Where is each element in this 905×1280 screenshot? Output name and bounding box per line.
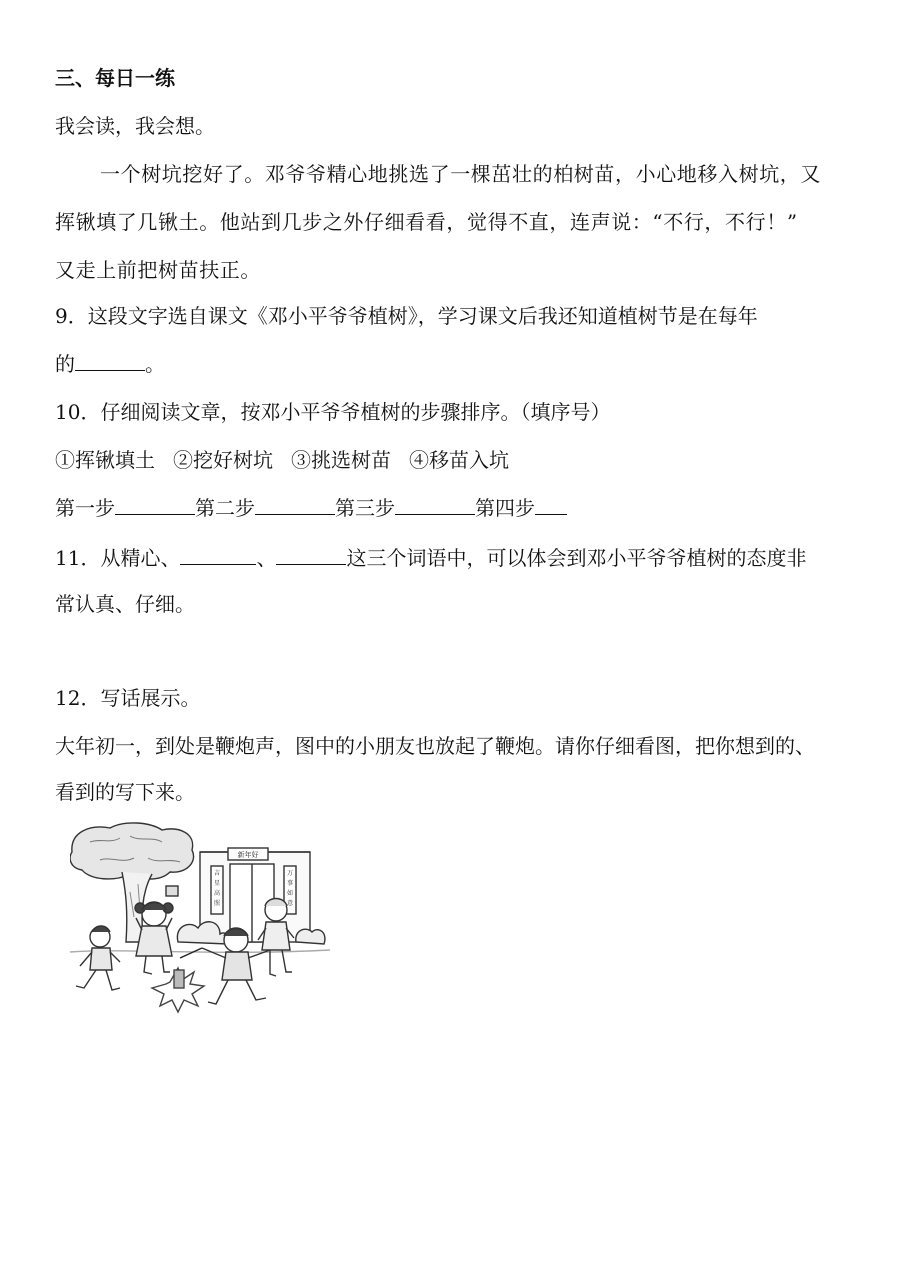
step-4-blank[interactable] [535,496,567,515]
question-11-blank-2[interactable] [276,546,346,565]
left-couplet-char-2: 星 [213,880,221,887]
question-9-blank[interactable] [75,352,145,371]
left-couplet-char-3: 高 [213,890,221,897]
question-9-line-1: 9．这段文字选自课文《邓小平爷爷植树》，学习课文后我还知道植树节是在每年 [55,304,758,328]
step-arrow [435,501,475,515]
banner-text: 新年好 [237,851,259,859]
question-10-steps [55,494,567,522]
passage-line-2: 挥锹填了几锹土。他站到几步之外仔细看看，觉得不直，连声说：“不行，不行！” [55,210,798,234]
step-1-blank[interactable] [115,496,155,515]
step-2-blank[interactable] [255,496,295,515]
section-title: 三、每日一练 [55,66,175,90]
question-10-options [55,446,509,474]
running-boy [76,926,120,990]
option-2: ②挖好树坑 [173,448,273,472]
question-11-prefix: 11．从精心、 [55,546,181,570]
girl-covering-ears [135,902,173,974]
question-11-blank-1[interactable] [180,546,256,565]
question-11-sep: 、 [256,546,277,570]
left-couplet-char-1: 吉 [213,870,221,877]
bush [296,929,325,944]
step-2-label: 第二步 [195,496,255,520]
step-1-label: 第一步 [55,496,115,520]
question-12-line-2: 看到的写下来。 [55,780,195,804]
question-11-line-2: 常认真、仔细。 [55,592,195,616]
step-arrow [155,501,195,515]
question-11-suffix: 这三个词语中，可以体会到邓小平爷爷植树的态度非 [346,546,807,570]
question-9-prefix: 的 [55,352,75,376]
tree-canopy [70,823,193,879]
step-arrow [295,501,335,515]
right-couplet-char-1: 万 [286,870,294,877]
question-12-title: 12．写话展示。 [55,686,201,710]
question-10-prompt: 10．仔细阅读文章，按邓小平爷爷植树的步骤排序。（填序号） [55,400,611,424]
firecracker-burst-icon [152,968,204,1012]
option-1: ①挥锹填土 [55,448,155,472]
question-9-line-2 [55,350,165,378]
passage-line-1: 一个树坑挖好了。邓爷爷精心地挑选了一棵茁壮的柏树苗，小心地移入树坑，又 [100,162,821,186]
right-couplet-char-4: 意 [286,900,294,907]
step-4-label: 第四步 [475,496,535,520]
question-12-line-1: 大年初一，到处是鞭炮声，图中的小朋友也放起了鞭炮。请你仔细看图，把你想到的、 [55,734,815,758]
option-3: ③挑选树苗 [291,448,391,472]
step-3-blank[interactable] [395,496,435,515]
question-9-suffix: 。 [145,352,165,376]
intro-text: 我会读，我会想。 [55,114,215,138]
passage-line-3: 又走上前把树苗扶正。 [55,258,261,282]
step-3-label: 第三步 [335,496,395,520]
right-couplet-char-3: 如 [286,890,294,897]
new-year-firecracker-illustration [70,822,330,1022]
right-couplet-char-2: 事 [286,880,294,887]
option-4: ④移苗入坑 [409,448,509,472]
question-11-line-1 [55,544,806,572]
left-couplet-char-4: 照 [213,900,221,907]
